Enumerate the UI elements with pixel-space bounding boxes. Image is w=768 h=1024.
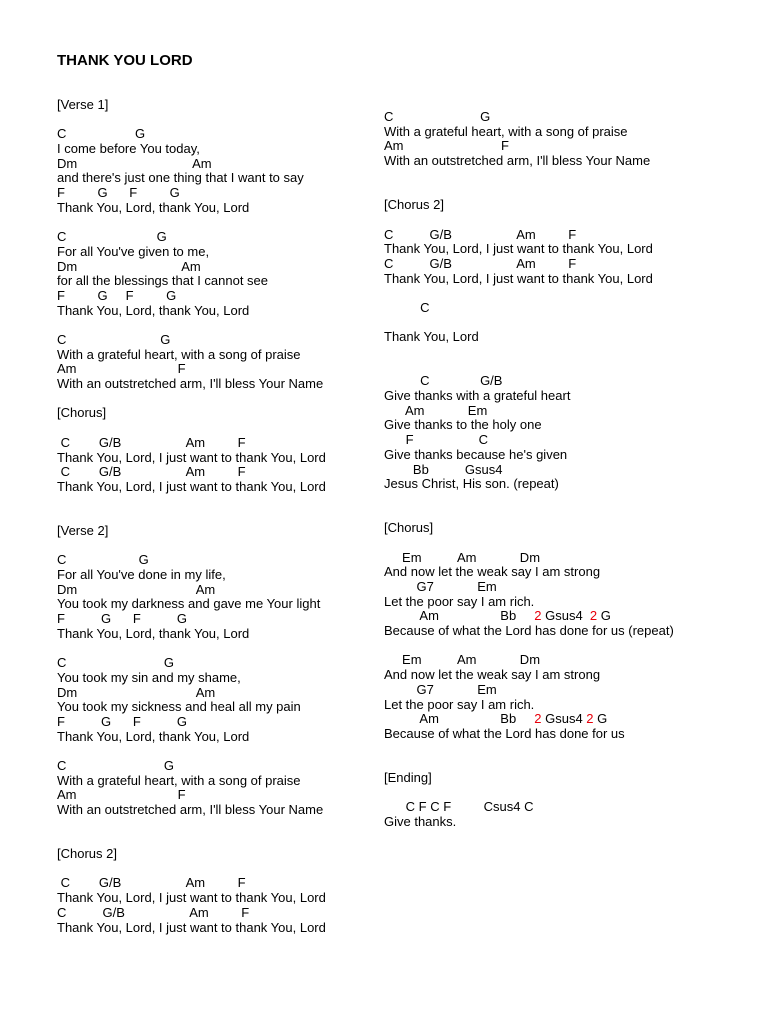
- lyric-line: Am F: [384, 138, 509, 154]
- lyric-line: Dm Am: [57, 258, 201, 274]
- blank-line: [57, 744, 326, 759]
- blank-line: [384, 213, 674, 228]
- blank-line: [57, 216, 326, 231]
- lyric-line: [Chorus]: [57, 405, 107, 421]
- lyric-line: C G: [57, 332, 171, 347]
- lyric-line: G7 Em: [384, 579, 497, 594]
- lyric-line: Let the poor say I am rich.: [384, 593, 535, 609]
- lyric-line: Em Am Dm: [384, 652, 541, 668]
- lyric-line: C F C F Csus4 C: [384, 799, 534, 815]
- lyric-line: Because of what the Lord has done for us (repeat): [384, 623, 674, 639]
- blank-line: [384, 507, 674, 522]
- lyric-line: C G: [384, 109, 491, 124]
- lyric-line: C G/B Am F: [57, 434, 246, 450]
- blank-line: [384, 639, 674, 654]
- lyric-line: [Verse 1]: [57, 97, 109, 112]
- lyric-line: With a grateful heart, with a song of praise: [384, 123, 628, 139]
- lyric-line: Thank You, Lord, I just want to thank You, Lord: [384, 270, 653, 286]
- lyric-line: Give thanks.: [384, 814, 457, 829]
- lyric-line: Bb Gsus4: [384, 461, 503, 477]
- lyric-line: C G/B Am F: [57, 904, 250, 920]
- chord-text: Am Bb: [384, 608, 535, 624]
- blank-line: [57, 421, 326, 436]
- lyric-line: F G F G: [57, 185, 180, 201]
- blank-line: [384, 360, 674, 375]
- lyric-line: Thank You, Lord, I just want to thank You, Lord: [57, 478, 326, 494]
- lyric-line: Give thanks with a grateful heart: [384, 388, 571, 404]
- lyric-line: And now let the weak say I am strong: [384, 667, 601, 683]
- chord-beat-marker: 2: [534, 711, 542, 727]
- lyric-line: [Verse 2]: [57, 522, 109, 538]
- song-title: THANK YOU LORD: [57, 52, 193, 69]
- lyric-line: Thank You, Lord, I just want to thank You, Lord: [384, 241, 653, 257]
- blank-line: [384, 169, 674, 184]
- chord-beat-marker: 2: [534, 608, 542, 624]
- lyric-line: [Chorus]: [384, 520, 434, 536]
- lyrics-column-left: [57, 98, 326, 935]
- lyric-line: Dm Am: [57, 581, 216, 597]
- lyric-line: C G: [57, 655, 175, 671]
- blank-line: [57, 641, 326, 656]
- lyric-line: F C: [384, 432, 489, 448]
- blank-line: [57, 113, 326, 128]
- lyric-line: [Chorus 2]: [384, 197, 444, 213]
- lyric-line: With an outstretched arm, I'll bless Your Name: [384, 153, 651, 169]
- lyric-line: Em Am Dm: [384, 549, 541, 565]
- lyric-line: You took my sin and my shame,: [57, 669, 241, 685]
- lyric-line: Thank You, Lord, thank You, Lord: [57, 625, 250, 641]
- lyric-line: And now let the weak say I am strong: [384, 564, 601, 580]
- lyric-line: Thank You, Lord, I just want to thank You, Lord: [57, 919, 326, 935]
- lyric-line: Thank You, Lord, I just want to thank You, Lord: [57, 890, 326, 906]
- chord-beat-marker: 2: [586, 711, 594, 727]
- lyric-line: With a grateful heart, with a song of praise: [57, 346, 301, 362]
- lyric-line: I come before You today,: [57, 141, 200, 157]
- lyric-line: [Chorus 2]: [57, 846, 117, 862]
- blank-line: [57, 318, 326, 333]
- lyric-line: With an outstretched arm, I'll bless Your Name: [57, 802, 324, 817]
- chord-text: Am Bb: [384, 711, 535, 727]
- lyric-line: For all You've done in my life,: [57, 567, 226, 582]
- lyric-line: C G: [57, 757, 175, 773]
- lyric-line: C G: [57, 229, 167, 245]
- lyric-line: Because of what the Lord has done for us: [384, 725, 625, 741]
- lyric-line: With an outstretched arm, I'll bless Your Name: [57, 376, 324, 392]
- blank-line: [57, 509, 326, 524]
- blank-line: [57, 818, 326, 833]
- chord-text: G: [597, 608, 611, 624]
- blank-line: [384, 756, 674, 771]
- lyrics-column-right: [384, 110, 674, 830]
- lyric-line: [Ending]: [384, 769, 432, 785]
- lyric-line: F G F G: [57, 713, 188, 729]
- chord-text: Gsus4: [541, 711, 587, 727]
- lyric-line: for all the blessings that I cannot see: [57, 273, 269, 289]
- lyric-line: C G/B Am F: [384, 255, 577, 271]
- lyric-line: Let the poor say I am rich.: [384, 696, 535, 712]
- blank-line: [57, 539, 326, 554]
- lyric-line: Am F: [57, 787, 186, 803]
- blank-line: [384, 345, 674, 360]
- lyric-line: Dm Am: [57, 155, 212, 171]
- lyric-line: C G/B Am F: [384, 226, 577, 242]
- blank-line: [384, 492, 674, 507]
- chord-text: G: [593, 711, 608, 727]
- lyric-line: C G: [57, 552, 149, 568]
- lyric-line: G7 Em: [384, 681, 497, 697]
- lyric-line: Thank You, Lord, thank You, Lord: [57, 302, 250, 318]
- lyric-line: C G/B: [384, 373, 503, 389]
- lyric-line: Am F: [57, 361, 186, 377]
- chord-line: [384, 712, 674, 727]
- lyric-line: Thank You, Lord, I just want to thank You, Lord: [57, 449, 326, 465]
- lyric-line: For all You've given to me,: [57, 243, 210, 259]
- blank-line: [384, 286, 674, 301]
- lyric-line: F G F G: [57, 287, 177, 303]
- lyric-line: Am Em: [384, 402, 488, 418]
- blank-line: [57, 832, 326, 847]
- lyric-line: Give thanks to the holy one: [384, 417, 542, 433]
- lyric-line: Give thanks because he's given: [384, 446, 568, 462]
- lyric-line: Dm Am: [57, 684, 216, 700]
- lyric-line: C G/B Am F: [57, 875, 246, 891]
- lyric-line: and there's just one thing that I want to say: [57, 170, 304, 186]
- lyric-line: Thank You, Lord, thank You, Lord: [57, 728, 250, 744]
- blank-line: [384, 316, 674, 331]
- lyric-line: Thank You, Lord, thank You, Lord: [57, 199, 250, 215]
- blank-line: [384, 742, 674, 757]
- chord-text: Gsus4: [541, 608, 590, 624]
- blank-line: [57, 392, 326, 407]
- blank-line: [384, 183, 674, 198]
- lyric-line: C G: [57, 126, 146, 142]
- chord-line: [384, 609, 674, 624]
- lyric-line: You took my sickness and heal all my pain: [57, 699, 301, 715]
- lyric-line: You took my darkness and gave me Your light: [57, 596, 321, 612]
- blank-line: [384, 536, 674, 551]
- chord-beat-marker: 2: [589, 608, 598, 624]
- lyric-line: F G F G: [57, 611, 188, 627]
- lyric-line: C G/B Am F: [57, 464, 246, 480]
- lyric-line: With a grateful heart, with a song of praise: [57, 772, 301, 788]
- lyric-line: C: [384, 299, 430, 315]
- lyric-line: Thank You, Lord: [384, 329, 479, 345]
- blank-line: [57, 495, 326, 510]
- blank-line: [384, 786, 674, 801]
- blank-line: [57, 862, 326, 877]
- lyric-line: Jesus Christ, His son. (repeat): [384, 476, 559, 492]
